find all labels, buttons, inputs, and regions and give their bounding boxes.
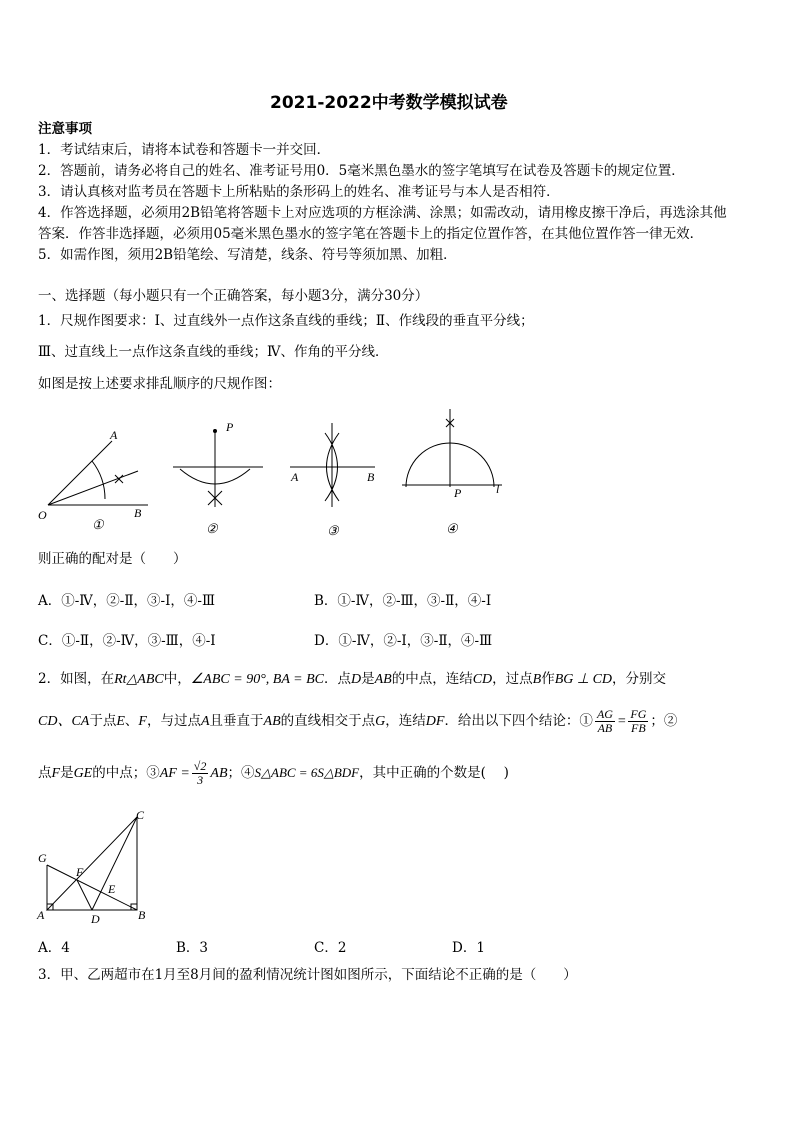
q1-line: 1．尺规作图要求：Ⅰ、过直线外一点作这条直线的垂线；Ⅱ、作线段的垂直平分线；	[38, 313, 534, 329]
label-l: l	[496, 482, 500, 496]
label-P: P	[454, 486, 462, 500]
label-B: B	[138, 908, 146, 922]
q2-option-b[interactable]: B．3	[176, 940, 209, 956]
q2-option-c[interactable]: C．2	[314, 940, 347, 956]
notice-heading: 注意事项	[38, 121, 92, 137]
q1-line: Ⅲ、过直线上一点作这条直线的垂线；Ⅳ、作角的平分线．	[38, 344, 389, 360]
q3-text: 3．甲、乙两超市在1月至8月间的盈利情况统计图如图所示，下面结论不正确的是（ ）	[38, 967, 577, 983]
notice-line: 2．答题前，请务必将自己的姓名、准考证号用0．5毫米黑色墨水的签字笔填写在试卷及答题卡的规定位置．	[38, 163, 685, 179]
q2-line-3: 点F是GE的中点；③AF = $\frac{√2}{3}$ AB；④S△ABC = 6S△BDF，其中正确的个数是( )	[38, 759, 509, 787]
q1-option-a[interactable]: A．①-Ⅳ，②-Ⅱ，③-Ⅰ，④-Ⅲ	[38, 593, 216, 609]
q2-option-a[interactable]: A．4	[38, 940, 70, 956]
q1-option-c[interactable]: C．①-Ⅱ，②-Ⅳ，③-Ⅲ，④-Ⅰ	[38, 633, 216, 649]
label-A: A	[37, 908, 45, 922]
q1-figure-2	[168, 415, 268, 540]
label-D: D	[91, 912, 100, 926]
q1-figure-4	[398, 405, 518, 535]
q1-figure-1	[30, 415, 160, 540]
label-B: B	[134, 506, 142, 520]
q1-ask: 则正确的配对是（ ）	[38, 551, 187, 567]
q1-option-b[interactable]: B．①-Ⅳ，②-Ⅲ，③-Ⅱ，④-Ⅰ	[314, 593, 492, 609]
label-B: B	[367, 470, 375, 484]
label-F: F	[76, 865, 84, 879]
figure-number: ③	[327, 523, 339, 538]
notice-line: 5．如需作图，须用2B铅笔绘、写清楚，线条、符号等须加黑、加粗．	[38, 247, 457, 263]
q2-figure	[32, 805, 162, 927]
notice-line: 答案．作答非选择题，必须用05毫米黑色墨水的签字笔在答题卡上的指定位置作答，在其他位置作答一律无效．	[38, 226, 704, 242]
q1-line: 如图是按上述要求排乱顺序的尺规作图：	[38, 376, 281, 392]
q2-line-2: CD、CA于点E、F，与过点A且垂直于AB的直线相交于点G，连结DF．给出以下四个结论：① $\frac{AG}{AB}$ = $\frac{FG}{FB}$ ；②	[38, 707, 678, 735]
q1-option-d[interactable]: D．①-Ⅳ，②-Ⅰ，③-Ⅱ，④-Ⅲ	[314, 633, 493, 649]
notice-line: 1．考试结束后，请将本试卷和答题卡一并交回．	[38, 142, 331, 158]
section-heading: 一、选择题（每小题只有一个正确答案，每小题3分，满分30分）	[38, 288, 429, 304]
label-C: C	[136, 808, 145, 822]
label-P: P	[226, 420, 234, 434]
notice-line: 4．作答选择题，必须用2B铅笔将答题卡上对应选项的方框涂满、涂黑；如需改动，请用橡皮擦干净后，再选涂其他	[38, 205, 727, 221]
label-G: G	[38, 851, 47, 865]
q2-option-d[interactable]: D．1	[452, 940, 485, 956]
q2-line-1: 2．如图，在Rt△ABC中，∠ABC = 90°, BA = BC．点D是AB的中点，连结CD，过点B作BG ⊥ CD，分别交	[38, 671, 667, 687]
label-A: A	[291, 470, 299, 484]
label-E: E	[108, 882, 116, 896]
figure-number: ④	[446, 521, 458, 535]
figure-number: ②	[206, 521, 218, 536]
figure-number: ①	[92, 517, 104, 532]
label-O: O	[38, 508, 47, 522]
label-A: A	[110, 428, 118, 442]
page-title: 2021-2022中考数学模拟试卷	[270, 93, 508, 113]
notice-line: 3．请认真核对监考员在答题卡上所粘贴的条形码上的姓名、准考证号与本人是否相符．	[38, 184, 560, 200]
q1-figure-3	[285, 415, 385, 540]
